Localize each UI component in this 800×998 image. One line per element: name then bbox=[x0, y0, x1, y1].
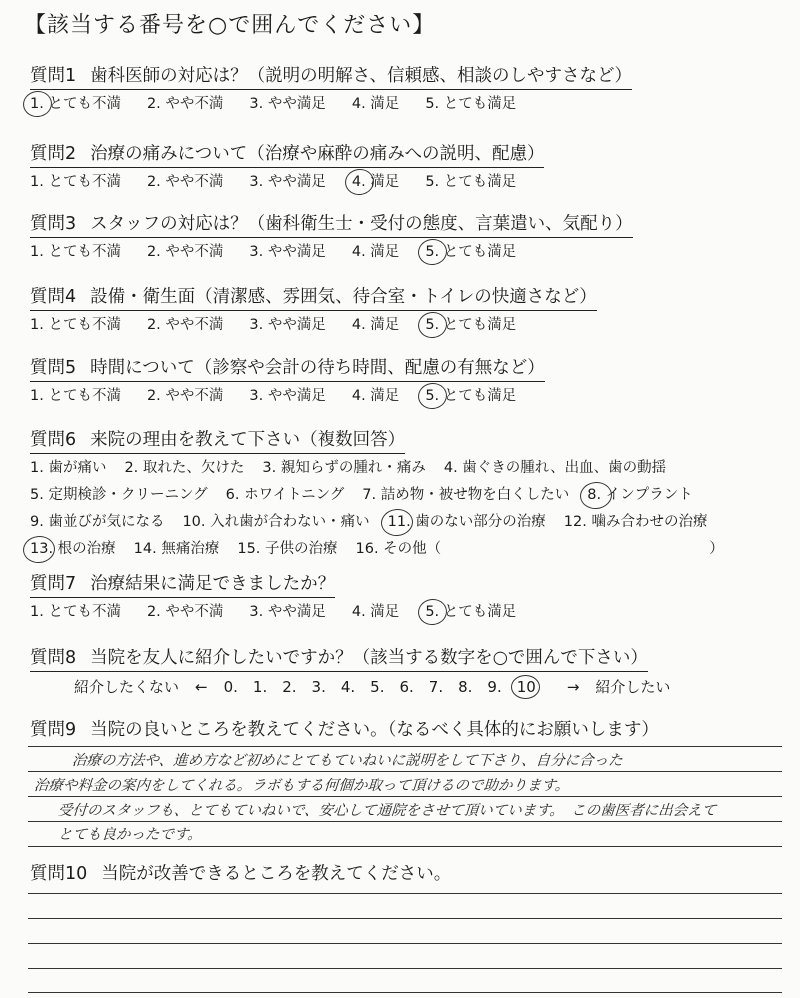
reason-option[interactable]: 4. 歯ぐきの腫れ、出血、歯の動揺 bbox=[443, 460, 667, 476]
scale-number-selected[interactable]: 10 bbox=[517, 674, 536, 700]
option-3[interactable]: 3. やや満足 bbox=[249, 604, 326, 620]
question-number: 質問4 bbox=[30, 287, 77, 307]
question-number: 質問8 bbox=[30, 648, 77, 668]
option-1[interactable]: 1. とても不満 bbox=[30, 604, 121, 620]
question-text: 当院を友人に紹介したいですか？（該当する数字を○で囲んで下さい） bbox=[90, 648, 648, 668]
option-row bbox=[30, 482, 770, 508]
handwritten-answer-line: 治療や料金の案内をしてくれる。ラボもする何個か取って頂けるので助かります。 bbox=[33, 778, 570, 794]
question-text: スタッフの対応は？（歯科衛生士・受付の態度、言葉遣い、気配り） bbox=[90, 214, 633, 234]
answer-line bbox=[28, 796, 782, 797]
reason-option[interactable]: 1. 歯が痛い bbox=[30, 460, 107, 476]
option-4-selected[interactable]: 4. 満足 bbox=[352, 169, 399, 195]
answer-line bbox=[28, 846, 782, 847]
answer-line bbox=[28, 992, 782, 993]
option-row bbox=[30, 312, 770, 338]
option-2[interactable]: 2. やや不満 bbox=[146, 244, 224, 260]
scale-number[interactable]: 0. bbox=[223, 678, 238, 696]
option-3[interactable]: 3. やや満足 bbox=[249, 317, 326, 333]
reason-option[interactable]: 2. 取れた、欠けた bbox=[124, 460, 245, 476]
question-2 bbox=[30, 142, 770, 195]
option-3[interactable]: 3. やや満足 bbox=[249, 174, 326, 190]
option-2[interactable]: 2. やや不満 bbox=[146, 174, 224, 190]
other-close-paren: ） bbox=[709, 541, 724, 557]
question-3 bbox=[30, 212, 770, 265]
option-5-selected[interactable]: 5. とても満足 bbox=[425, 599, 516, 625]
option-1[interactable]: 1. とても不満 bbox=[30, 317, 121, 333]
answer-line bbox=[28, 893, 782, 894]
answer-line bbox=[28, 821, 782, 822]
reason-option[interactable]: 5. 定期検診・クリーニング bbox=[30, 487, 208, 503]
handwritten-answer-line: 治療の方法や、進め方など初めにとてもていねいに説明をして下さり、自分に合った bbox=[71, 753, 624, 769]
recommend-scale bbox=[74, 674, 770, 700]
question-1 bbox=[30, 64, 770, 117]
answer-line bbox=[28, 771, 782, 772]
reason-option[interactable]: 14. 無痛治療 bbox=[133, 541, 220, 557]
instruction-heading: 【該当する番号を○で囲んでください】 bbox=[24, 13, 436, 38]
reason-option[interactable]: 6. ホワイトニング bbox=[225, 487, 345, 503]
option-1-selected[interactable]: 1. とても不満 bbox=[30, 91, 121, 117]
answer-line bbox=[28, 968, 782, 969]
option-row bbox=[30, 599, 770, 625]
question-text: 歯科医師の対応は？（説明の明解さ、信頼感、相談のしやすさなど） bbox=[90, 66, 632, 86]
reason-option[interactable]: 12. 噛み合わせの治療 bbox=[563, 514, 708, 530]
scale-number[interactable]: 2. bbox=[282, 678, 297, 696]
reason-option-selected[interactable]: 13. 根の治療 bbox=[30, 536, 116, 562]
question-text: 時間について（診察や会計の待ち時間、配慮の有無など） bbox=[90, 358, 545, 378]
option-2[interactable]: 2. やや不満 bbox=[146, 388, 224, 404]
option-row bbox=[30, 91, 770, 117]
option-2[interactable]: 2. やや不満 bbox=[146, 96, 224, 112]
option-row bbox=[30, 169, 770, 195]
option-2[interactable]: 2. やや不満 bbox=[146, 604, 224, 620]
question-number: 質問5 bbox=[30, 358, 77, 378]
scale-left-label: 紹介したくない bbox=[74, 678, 180, 696]
question-text: 当院が改善できるところを教えてください。 bbox=[101, 864, 452, 884]
handwritten-answer-line: とても良かったです。 bbox=[57, 827, 203, 843]
option-5-selected[interactable]: 5. とても満足 bbox=[425, 383, 516, 409]
option-3[interactable]: 3. やや満足 bbox=[249, 388, 326, 404]
reason-option-other[interactable]: 16. その他（ bbox=[355, 541, 442, 557]
question-6 bbox=[30, 428, 770, 562]
scale-number[interactable]: 5. bbox=[370, 678, 385, 696]
option-row bbox=[30, 455, 770, 481]
reason-option[interactable]: 7. 詰め物・被せ物を白くしたい bbox=[362, 487, 570, 503]
option-5-selected[interactable]: 5. とても満足 bbox=[425, 312, 516, 338]
reason-option-selected[interactable]: 11. 歯のない部分の治療 bbox=[388, 509, 546, 535]
arrow-right-icon: → bbox=[566, 678, 580, 696]
reason-option[interactable]: 10. 入れ歯が合わない・痛い bbox=[182, 514, 370, 530]
question-4 bbox=[30, 285, 770, 338]
option-1[interactable]: 1. とても不満 bbox=[30, 244, 121, 260]
question-text: 設備・衛生面（清潔感、雰囲気、待合室・トイレの快適さなど） bbox=[90, 287, 597, 307]
reason-option-selected[interactable]: 8. インプラント bbox=[587, 482, 692, 508]
scale-number[interactable]: 6. bbox=[399, 678, 414, 696]
option-3[interactable]: 3. やや満足 bbox=[249, 244, 326, 260]
option-4[interactable]: 4. 満足 bbox=[351, 96, 400, 112]
reason-option[interactable]: 9. 歯並びが気になる bbox=[30, 514, 165, 530]
question-7 bbox=[30, 572, 770, 625]
option-row bbox=[30, 383, 770, 409]
scale-right-label: 紹介したい bbox=[595, 678, 671, 696]
question-number: 質問3 bbox=[30, 214, 77, 234]
option-4[interactable]: 4. 満足 bbox=[351, 244, 400, 260]
option-row bbox=[30, 239, 770, 265]
option-5[interactable]: 5. とても満足 bbox=[425, 96, 517, 112]
scale-number[interactable]: 9. bbox=[487, 678, 502, 696]
question-text: 治療結果に満足できましたか？ bbox=[90, 574, 336, 594]
option-row bbox=[30, 536, 770, 562]
question-number: 質問7 bbox=[30, 574, 77, 594]
scale-number[interactable]: 8. bbox=[458, 678, 473, 696]
question-number: 質問10 bbox=[30, 864, 88, 884]
answer-line bbox=[28, 746, 782, 747]
question-text: 治療の痛みについて（治療や麻酔の痛みへの説明、配慮） bbox=[90, 144, 545, 164]
question-text: 当院の良いところを教えてください。（なるべく具体的にお願いします） bbox=[90, 720, 659, 740]
option-5[interactable]: 5. とても満足 bbox=[425, 174, 517, 190]
option-1[interactable]: 1. とても不満 bbox=[30, 174, 121, 190]
option-2[interactable]: 2. やや不満 bbox=[146, 317, 224, 333]
question-number: 質問2 bbox=[30, 144, 77, 164]
scale-number[interactable]: 1. bbox=[252, 678, 268, 696]
answer-line bbox=[28, 943, 782, 944]
question-9 bbox=[30, 718, 770, 742]
reason-option[interactable]: 3. 親知らずの腫れ・痛み bbox=[262, 460, 426, 476]
question-8 bbox=[30, 646, 770, 700]
option-row bbox=[30, 509, 770, 535]
option-5-selected[interactable]: 5. とても満足 bbox=[425, 239, 516, 265]
option-4[interactable]: 4. 満足 bbox=[351, 388, 400, 404]
question-number: 質問1 bbox=[30, 66, 77, 86]
question-text: 来院の理由を教えて下さい（複数回答） bbox=[90, 430, 406, 450]
option-4[interactable]: 4. 満足 bbox=[351, 604, 400, 620]
option-4[interactable]: 4. 満足 bbox=[351, 317, 400, 333]
question-number: 質問6 bbox=[30, 430, 77, 450]
reason-option[interactable]: 15. 子供の治療 bbox=[237, 541, 338, 557]
question-number: 質問9 bbox=[30, 720, 77, 740]
answer-line bbox=[28, 918, 782, 919]
scale-number[interactable]: 4. bbox=[340, 678, 356, 696]
scale-number[interactable]: 3. bbox=[311, 678, 326, 696]
option-1[interactable]: 1. とても不満 bbox=[30, 388, 121, 404]
arrow-left-icon: ← bbox=[195, 678, 208, 696]
handwritten-answer-line: 受付のスタッフも、とてもていねいで、安心して通院をさせて頂いています。 この歯医者に出会えて bbox=[57, 803, 717, 819]
question-5 bbox=[30, 356, 770, 409]
scale-number[interactable]: 7. bbox=[428, 678, 444, 696]
question-10 bbox=[30, 862, 770, 886]
option-3[interactable]: 3. やや満足 bbox=[249, 96, 326, 112]
